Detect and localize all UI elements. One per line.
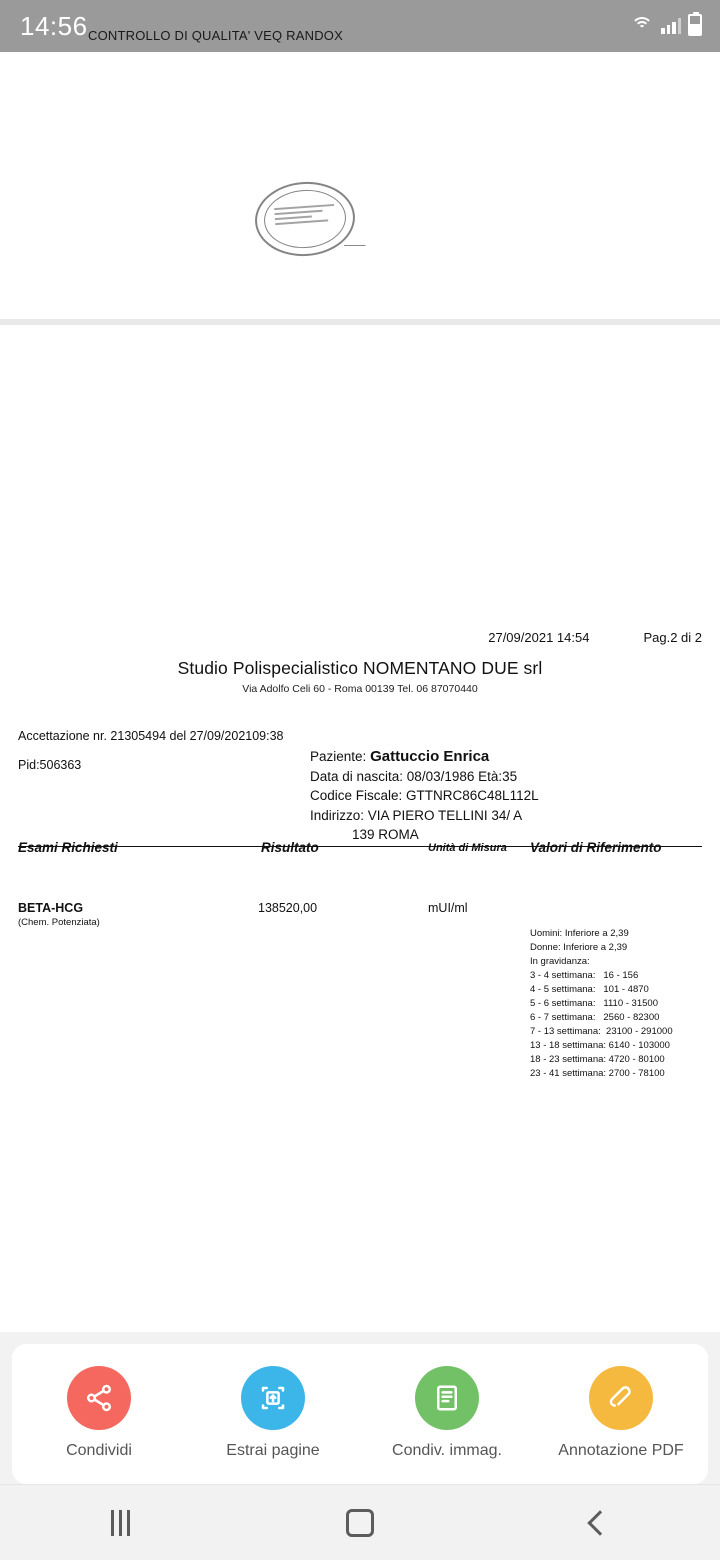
reference-values: [530, 927, 673, 1080]
reference-line: 4 - 5 settimana: 101 - 4870: [530, 983, 649, 995]
pdf-viewer[interactable]: [0, 52, 720, 1332]
patient-block: [310, 746, 539, 844]
document-datetime: 27/09/2021 14:54: [488, 630, 590, 645]
reference-line: 6 - 7 settimana: 2560 - 82300: [530, 1011, 660, 1023]
wifi-icon: [630, 15, 654, 35]
exam-unit: mUI/ml: [428, 901, 468, 915]
clinic-address: Via Adolfo Celi 60 - Roma 00139 Tel. 06 87070440: [242, 683, 478, 695]
clinic-header: [0, 658, 720, 695]
android-nav-bar: [0, 1484, 720, 1560]
home-icon[interactable]: [300, 1493, 420, 1553]
action-label: Annotazione PDF: [558, 1442, 684, 1459]
action-annotate-pdf[interactable]: [546, 1366, 696, 1460]
patient-birth: Data di nascita: 08/03/1986 Età:35: [310, 769, 518, 785]
reference-line: 3 - 4 settimana: 16 - 156: [530, 969, 639, 981]
column-reference: Valori di Riferimento: [530, 840, 662, 855]
annotate-icon[interactable]: [589, 1366, 653, 1430]
share-image-icon[interactable]: [415, 1366, 479, 1430]
action-share[interactable]: [24, 1366, 174, 1460]
action-sheet: [0, 1332, 720, 1484]
action-card: [12, 1344, 708, 1484]
status-clock: 14:56: [20, 10, 88, 41]
reference-line: Uomini: Inferiore a 2,39: [530, 928, 629, 939]
action-label: Condividi: [66, 1442, 132, 1459]
patient-label: Paziente:: [310, 749, 367, 764]
pdf-page-1-bottom: [0, 52, 720, 319]
column-unit: Unità di Misura: [428, 842, 507, 854]
back-icon[interactable]: [540, 1493, 660, 1553]
extract-pages-icon[interactable]: [241, 1366, 305, 1430]
app-title: CONTROLLO DI QUALITA' VEQ RANDOX: [88, 28, 343, 43]
reference-line: Donne: Inferiore a 2,39: [530, 941, 628, 953]
page-indicator: Pag.2 di 2: [643, 630, 702, 645]
status-icons: [630, 14, 702, 36]
battery-icon: [688, 14, 702, 36]
pdf-page-2: [0, 325, 720, 1332]
reference-line: 5 - 6 settimana: 1110 - 31500: [530, 997, 658, 1009]
recents-icon[interactable]: [60, 1493, 180, 1553]
reference-line: 18 - 23 settimana: 4720 - 80100: [530, 1053, 665, 1065]
reference-line: 23 - 41 settimana: 2700 - 78100: [530, 1067, 665, 1079]
clinic-name: Studio Polispecialistico NOMENTANO DUE srl: [177, 658, 543, 678]
reference-line: In gravidanza:: [530, 955, 590, 967]
reference-line: 13 - 18 settimana: 6140 - 103000: [530, 1039, 670, 1051]
action-label: Estrai pagine: [226, 1442, 320, 1459]
status-bar: [0, 0, 720, 52]
action-share-image[interactable]: [372, 1366, 522, 1460]
pid-line: Pid:506363: [18, 758, 82, 772]
exam-method: (Chem. Potenziata): [18, 917, 100, 928]
column-exams: Esami Richiesti: [18, 840, 118, 855]
action-label: Condiv. immag.: [392, 1442, 502, 1459]
share-icon[interactable]: [67, 1366, 131, 1430]
acceptance-line: Accettazione nr. 21305494 del 27/09/202109:38: [18, 729, 284, 743]
patient-fiscal-code: Codice Fiscale: GTTNRC86C48L112L: [310, 788, 539, 804]
exam-name: BETA-HCG: [18, 901, 84, 915]
patient-address-1: Indirizzo: VIA PIERO TELLINI 34/ A: [310, 807, 523, 823]
signal-icon: [661, 16, 681, 34]
column-result: Risultato: [261, 840, 319, 855]
results-table-header: [18, 840, 702, 855]
patient-name: Gattuccio Enrica: [370, 748, 490, 765]
patient-address-2: 139 ROMA: [352, 826, 419, 842]
document-meta: [488, 630, 702, 645]
action-extract-pages[interactable]: [198, 1366, 348, 1460]
exam-value: 138520,00: [258, 901, 318, 915]
stamp-signature-stroke: [344, 236, 366, 246]
reference-line: 7 - 13 settimana: 23100 - 291000: [530, 1025, 673, 1037]
clinic-stamp-top: [253, 179, 358, 260]
